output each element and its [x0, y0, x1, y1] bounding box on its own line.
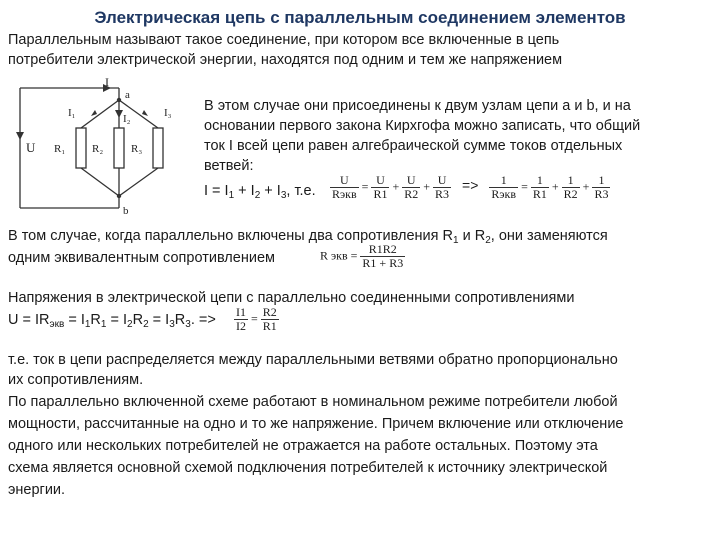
label-b: b	[123, 205, 129, 217]
voltages-equation: $U = IR_{экв} = I_1R_1 = I_2R_2 = I_3R_3$. =>	[8, 312, 216, 330]
label-u: U	[26, 140, 36, 155]
label-i: I	[105, 78, 109, 89]
conclusion-line-4: мощности, рассчитанные на одно и то же напряжение. Причем включение или отключение	[8, 416, 624, 432]
voltages-line-1: Напряжения в электрической цепи с параллельно соединенными сопротивлениями	[8, 290, 575, 306]
conclusion-line-1: т.е. ток в цепи распределяется между параллельными ветвями обратно пропорционально	[8, 352, 618, 368]
conclusion-line-5: одного или нескольких потребителей не отражается на работе остальных. Поэтому эта	[8, 438, 598, 454]
conclusion-line-7: энергии.	[8, 482, 66, 498]
label-r1: R₁	[54, 143, 66, 155]
resistor-r2	[114, 128, 124, 168]
intro-line-1: Параллельным называют такое соединение, при котором все включенные в цепь	[8, 32, 560, 48]
current-ratio-formula: $\frac{I1}{I2}$ = $\frac{R2}{R1}$	[236, 305, 277, 333]
parallel-circuit-diagram	[6, 78, 196, 218]
two-resistors-line-1: В том случае, когда параллельно включены два сопротивления $R_1$ и $R_2$, они заменяются	[8, 228, 608, 246]
intro-line-2: потребители электрической энергии, находятся под одним и тем же напряжением	[8, 52, 563, 68]
kirchhoff-line-1: В этом случае они присоединены к двум узлам цепи a и b, и на	[204, 98, 631, 114]
kirchhoff-line-2: основании первого закона Кирхгофа можно записать, что общий	[204, 118, 641, 134]
arrow-u-icon	[16, 132, 24, 140]
two-resistors-line-2: одним эквивалентным сопротивлением	[8, 250, 275, 266]
conclusion-line-3: По параллельно включенной схеме работают в номинальном режиме потребители любой	[8, 394, 618, 410]
equivalent-resistance-formula: R экв = $\frac{R1R2}{R1 + R3}$	[320, 242, 404, 270]
label-i3: I₃	[164, 107, 172, 119]
kirchhoff-equation: $I = I_1 + I_2 + I_3$, т.е.	[204, 183, 316, 201]
label-i1: I₁	[68, 107, 76, 119]
resistor-r1	[76, 128, 86, 168]
conclusion-line-6: схема является основной схемой подключения потребителей к источнику электрической	[8, 460, 608, 476]
kirchhoff-fraction-formula: $\frac{U}{\text{Rэкв}}$ = $\frac{U}{R1}$ + $\frac{U}{R2}$ + $\frac{U}{R3}$ => $\frac{1}{\text{Rэкв}}$ = $\frac{1}{R1}$ + $\frac{1}{R2}$ + $\frac{1}{R3}$	[332, 173, 609, 201]
label-i2: I₂	[123, 113, 131, 125]
kirchhoff-line-4: ветвей:	[204, 158, 254, 174]
label-a: a	[125, 89, 130, 101]
label-r2: R₂	[92, 143, 104, 155]
label-r3: R₃	[131, 143, 143, 155]
page-title: Электрическая цепь с параллельным соединением элементов	[94, 8, 626, 27]
resistor-r3	[153, 128, 163, 168]
conclusion-line-2: их сопротивлениям.	[8, 372, 144, 388]
kirchhoff-line-3: ток I всей цепи равен алгебраической сумме токов отдельных	[204, 138, 623, 154]
